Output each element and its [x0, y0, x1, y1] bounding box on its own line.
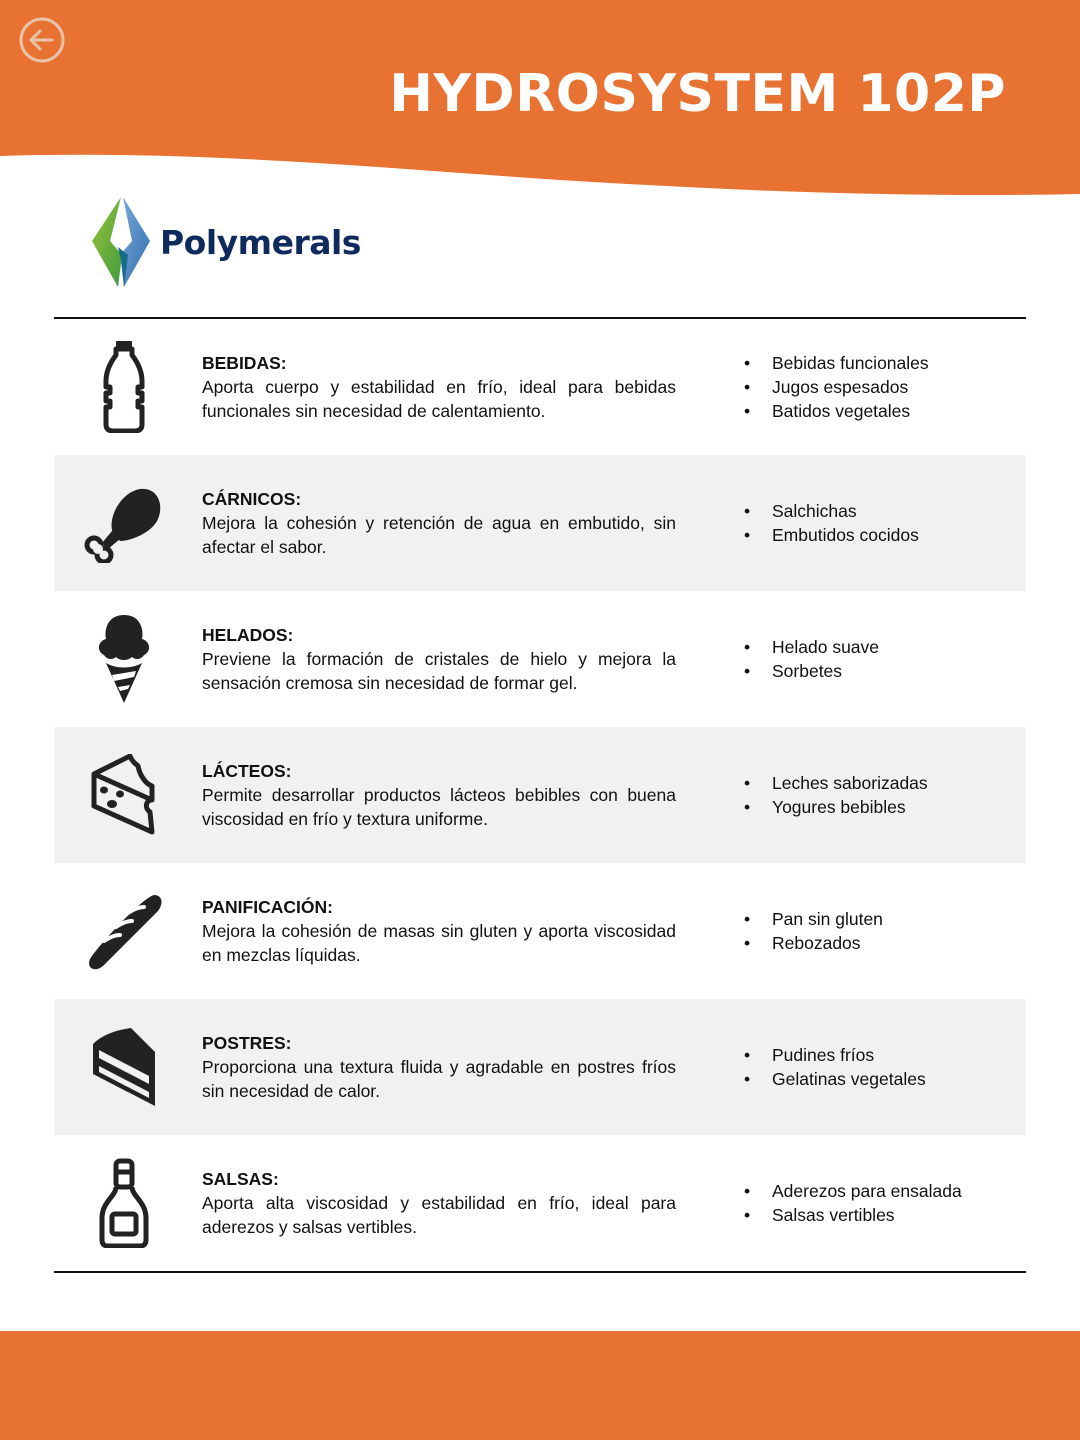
row-heading: POSTRES:: [202, 1033, 292, 1053]
applications-list: [730, 771, 1020, 819]
row-text: Aporta alta viscosidad y estabilidad en frío, ideal para aderezos y salsas vertibles.: [202, 1193, 676, 1237]
footer-band: [0, 1331, 1080, 1440]
row-text: Mejora la cohesión de masas sin gluten y aporta viscosidad en mezclas líquidas.: [202, 921, 676, 965]
row-heading: BEBIDAS:: [202, 353, 287, 373]
applications-list: [730, 351, 1020, 423]
list-item: • Rebozados: [730, 931, 1020, 955]
row-description: [202, 487, 676, 559]
list-item: • Salsas vertibles: [730, 1203, 1020, 1227]
list-item: • Leches saborizadas: [730, 771, 1020, 795]
applications-list: [730, 499, 1020, 547]
header-banner: [0, 0, 1080, 200]
list-item: • Pudines fríos: [730, 1043, 1020, 1067]
list-item: • Yogures bebibles: [730, 795, 1020, 819]
row-description: [202, 1031, 676, 1103]
list-item: • Salchichas: [730, 499, 1020, 523]
row-heading: SALSAS:: [202, 1169, 279, 1189]
list-item: • Jugos espesados: [730, 375, 1020, 399]
table-row-salsas: [54, 1135, 1026, 1271]
row-text: Previene la formación de cristales de hielo y mejora la sensación cremosa sin necesidad de formar gel.: [202, 649, 676, 693]
row-description: [202, 895, 676, 967]
row-heading: HELADOS:: [202, 625, 294, 645]
list-item: • Pan sin gluten: [730, 907, 1020, 931]
cake-slice-icon: [84, 1017, 164, 1117]
row-text: Proporciona una textura fluida y agradable en postres fríos sin necesidad de calor.: [202, 1057, 676, 1101]
table-row-panificacion: [54, 863, 1026, 999]
bottom-divider: [54, 1271, 1026, 1273]
ice-cream-icon: [84, 609, 164, 709]
table-row-lacteos: [54, 727, 1026, 863]
baguette-icon: [84, 881, 164, 981]
applications-list: [730, 1043, 1020, 1091]
table-row-carnicos: [54, 455, 1026, 591]
table-row-postres: [54, 999, 1026, 1135]
row-heading: LÁCTEOS:: [202, 761, 292, 781]
applications-table: [54, 319, 1026, 1271]
arrow-left-circle-icon: [18, 16, 66, 64]
row-text: Permite desarrollar productos lácteos bebibles con buena viscosidad en frío y textura uniforme.: [202, 785, 676, 829]
row-heading: CÁRNICOS:: [202, 489, 302, 509]
chicken-leg-icon: [84, 473, 164, 573]
row-text: Aporta cuerpo y estabilidad en frío, ideal para bebidas funcionales sin necesidad de calentamiento.: [202, 377, 676, 421]
list-item: • Helado suave: [730, 635, 1020, 659]
list-item: • Aderezos para ensalada: [730, 1179, 1020, 1203]
back-button[interactable]: [18, 16, 66, 64]
row-description: [202, 1167, 676, 1239]
list-item: • Batidos vegetales: [730, 399, 1020, 423]
row-heading: PANIFICACIÓN:: [202, 897, 333, 917]
page-title: HYDROSYSTEM 102P: [389, 64, 1006, 124]
list-item: • Gelatinas vegetales: [730, 1067, 1020, 1091]
brand-logo: [88, 195, 361, 290]
applications-list: [730, 907, 1020, 955]
applications-list: [730, 1179, 1020, 1227]
list-item: • Bebidas funcionales: [730, 351, 1020, 375]
list-item: • Embutidos cocidos: [730, 523, 1020, 547]
applications-list: [730, 635, 1020, 683]
row-description: [202, 759, 676, 831]
polymerals-logo-icon: [88, 195, 154, 290]
row-text: Mejora la cohesión y retención de agua en embutido, sin afectar el sabor.: [202, 513, 676, 557]
brand-name: Polymerals: [160, 223, 361, 262]
cheese-icon: [84, 745, 164, 845]
sauce-bottle-icon: [84, 1153, 164, 1253]
bottle-icon: [84, 337, 164, 437]
table-row-helados: [54, 591, 1026, 727]
table-row-bebidas: [54, 319, 1026, 455]
row-description: [202, 623, 676, 695]
row-description: [202, 351, 676, 423]
list-item: • Sorbetes: [730, 659, 1020, 683]
